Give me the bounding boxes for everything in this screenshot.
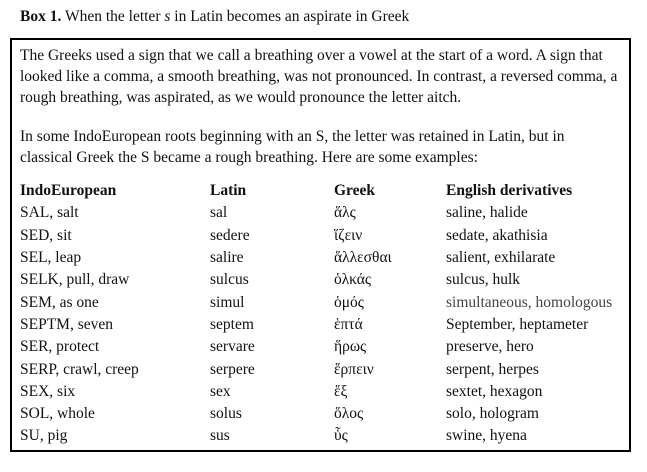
cell-greek: ὁμός (334, 293, 364, 311)
cell-english: sextet, hexagon (446, 382, 543, 400)
cell-indoeuropean: SELK, pull, draw (20, 271, 130, 289)
cell-english: sedate, akathisia (446, 226, 548, 244)
cell-indoeuropean: SEPTM, seven (20, 315, 113, 333)
cell-indoeuropean: SED, sit (20, 226, 72, 244)
table-row (20, 314, 626, 336)
cell-indoeuropean: SEX, six (20, 382, 76, 400)
cell-latin: sex (210, 382, 231, 400)
header-greek: Greek (334, 182, 376, 200)
cell-latin: simul (210, 293, 245, 311)
cell-indoeuropean: SER, protect (20, 338, 100, 356)
cell-latin: salire (210, 249, 244, 267)
table-row (20, 202, 626, 224)
table-body (20, 202, 626, 447)
cell-greek: ὁλκάς (334, 271, 372, 289)
cell-indoeuropean: SAL, salt (20, 204, 79, 222)
paragraph-roots: In some IndoEuropean roots beginning with an S, the letter was retained in Latin, but in classical Greek the S became a rough breathing. Here are some examples: (20, 128, 565, 166)
table-row (20, 403, 626, 425)
cell-greek: ἵζειν (334, 226, 363, 244)
box-caption (20, 7, 409, 27)
cell-latin: septem (210, 315, 254, 333)
cell-english: sulcus, hulk (446, 271, 521, 289)
cell-english: swine, hyena (446, 427, 527, 445)
cell-english: simultaneous, homologous (446, 293, 613, 311)
cell-latin: servare (210, 338, 255, 356)
etymology-table (20, 180, 626, 448)
table-row (20, 225, 626, 247)
cell-english: salient, exhilarate (446, 249, 556, 267)
cell-english: September, heptameter (446, 315, 589, 333)
table-header-row (20, 180, 626, 202)
cell-greek: ἅλς (334, 204, 356, 222)
cell-latin: serpere (210, 360, 255, 378)
paragraph-breathing: The Greeks used a sign that we call a breathing over a vowel at the start of a word. A sign that looked like a comma, a smooth breathing, was not pronounced. In contrast, a reversed comma, a rough breathing, was aspirated, as we would pronounce the letter aitch. (20, 47, 618, 106)
cell-greek: ἅλλεσθαι (334, 249, 392, 267)
cell-greek: ὗς (334, 427, 348, 445)
caption-text-after: in Latin becomes an aspirate in Greek (170, 8, 410, 25)
cell-indoeuropean: SU, pig (20, 427, 68, 445)
cell-indoeuropean: SOL, whole (20, 405, 95, 423)
header-english-derivatives: English derivatives (446, 182, 573, 200)
cell-english: saline, halide (446, 204, 528, 222)
cell-english: serpent, herpes (446, 360, 539, 378)
cell-latin: solus (210, 405, 242, 423)
cell-indoeuropean: SEM, as one (20, 293, 99, 311)
cell-indoeuropean: SEL, leap (20, 249, 82, 267)
cell-english: preserve, hero (446, 338, 534, 356)
cell-greek: ὅλος (334, 405, 364, 423)
cell-latin: sus (210, 427, 230, 445)
cell-indoeuropean: SERP, crawl, creep (20, 360, 139, 378)
cell-latin: sedere (210, 226, 250, 244)
box-label: Box 1. (20, 8, 62, 25)
table-row (20, 358, 626, 380)
table-row (20, 291, 626, 313)
cell-greek: ἕξ (334, 382, 348, 400)
cell-latin: sal (210, 204, 228, 222)
caption-text-before: When the letter (61, 8, 165, 25)
table-row (20, 425, 626, 447)
caption-letter: s (164, 8, 171, 25)
cell-english: solo, hologram (446, 405, 539, 423)
cell-latin: sulcus (210, 271, 249, 289)
table-row (20, 247, 626, 269)
header-latin: Latin (210, 182, 247, 200)
table-row (20, 381, 626, 403)
table-row (20, 269, 626, 291)
cell-greek: ἕρπειν (334, 360, 374, 378)
header-indoeuropean: IndoEuropean (20, 182, 117, 200)
cell-greek: ἥρως (334, 338, 367, 356)
text-box (10, 38, 631, 452)
cell-greek: ἑπτά (334, 315, 363, 333)
table-row (20, 336, 626, 358)
